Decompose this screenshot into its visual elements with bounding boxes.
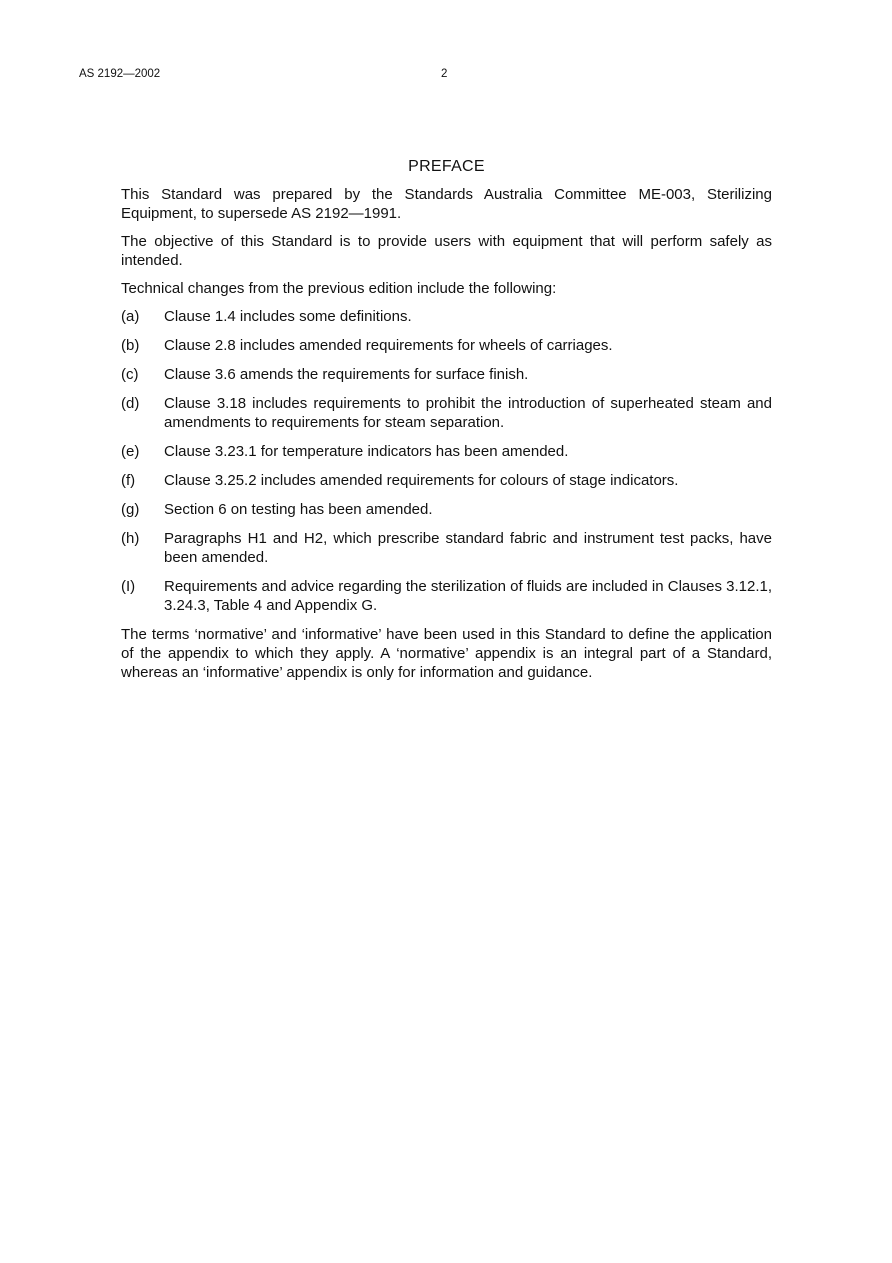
list-item-marker: (g) [121, 501, 140, 518]
list-item [121, 529, 772, 567]
running-header [0, 68, 892, 82]
preface-section [121, 157, 772, 691]
list-item [121, 394, 772, 432]
list-item [121, 336, 772, 355]
list-item-text: Requirements and advice regarding the sterilization of fluids are included in Clauses 3.12.1, 3.24.3, Table 4 and Appendix G. [164, 578, 772, 614]
list-item-marker: (I) [121, 578, 136, 595]
list-item-marker: (h) [121, 530, 140, 547]
list-item [121, 471, 772, 490]
list-item-marker: (a) [121, 308, 140, 325]
list-item-text: Clause 3.25.2 includes amended requirements for colours of stage indicators. [164, 472, 679, 489]
document-reference: AS 2192—2002 [79, 68, 161, 80]
list-item [121, 307, 772, 326]
changes-lead-paragraph: Technical changes from the previous edition include the following: [121, 280, 557, 297]
intro-paragraph: This Standard was prepared by the Standards Australia Committee ME-003, Sterilizing Equipment, to supersede AS 2192—1991. [121, 186, 772, 222]
list-item-text: Section 6 on testing has been amended. [164, 501, 433, 518]
list-item [121, 500, 772, 519]
preface-heading: PREFACE [408, 158, 485, 175]
list-item-text: Paragraphs H1 and H2, which prescribe standard fabric and instrument test packs, have been amended. [164, 530, 772, 566]
list-item-text: Clause 3.23.1 for temperature indicators has been amended. [164, 443, 569, 460]
list-item-text: Clause 1.4 includes some definitions. [164, 308, 412, 325]
list-item-marker: (c) [121, 366, 139, 383]
list-item-text: Clause 3.18 includes requirements to prohibit the introduction of superheated steam and amendments to requirements for steam separation. [164, 395, 772, 431]
page-number: 2 [441, 68, 448, 80]
list-item [121, 442, 772, 461]
technical-changes-list [121, 307, 772, 615]
closing-paragraph: The terms ‘normative’ and ‘informative’ have been used in this Standard to define the application of the appendix to which they apply. A ‘normative’ appendix is an integral part of a Standard, whereas an ‘informative’ appendix is only for information and guidance. [121, 626, 772, 681]
list-item-marker: (f) [121, 472, 136, 489]
list-item-marker: (b) [121, 337, 140, 354]
list-item-marker: (e) [121, 443, 140, 460]
list-item [121, 365, 772, 384]
list-item-text: Clause 3.6 amends the requirements for surface finish. [164, 366, 529, 383]
list-item-marker: (d) [121, 395, 140, 412]
list-item [121, 577, 772, 615]
objective-paragraph: The objective of this Standard is to provide users with equipment that will perform safely as intended. [121, 233, 772, 269]
list-item-text: Clause 2.8 includes amended requirements for wheels of carriages. [164, 337, 613, 354]
